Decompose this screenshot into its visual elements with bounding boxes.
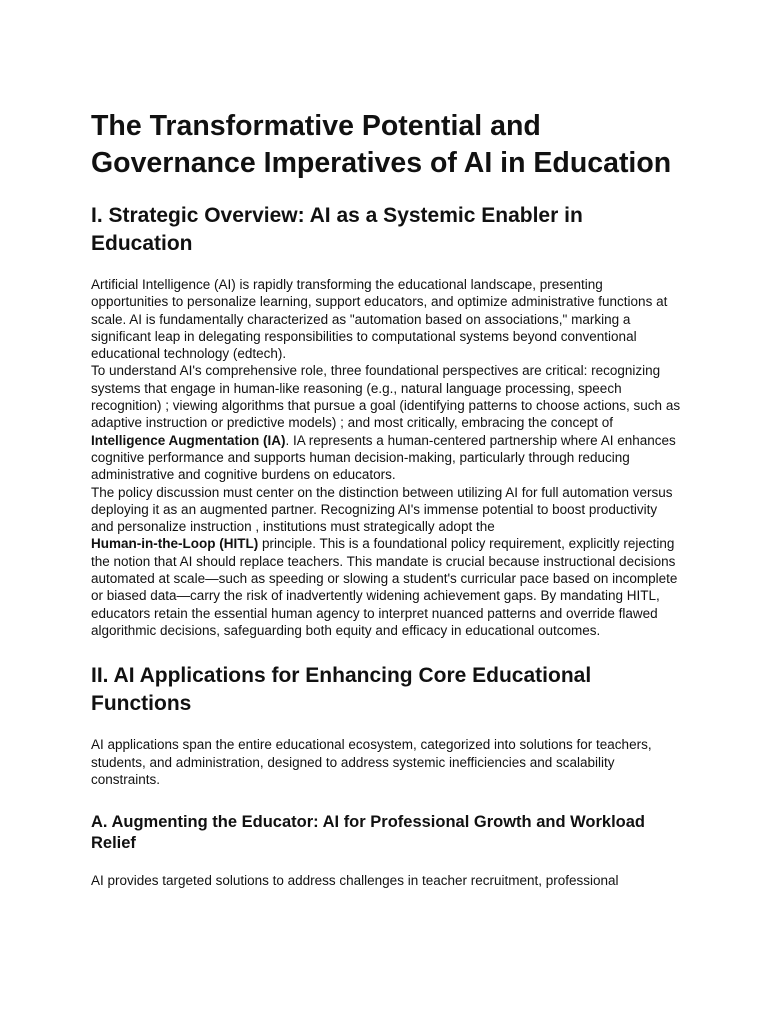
subsection-a-paragraph-1: AI provides targeted solutions to address challenges in teacher recruitment, professional [91, 873, 619, 889]
paragraph-text: The policy discussion must center on the distinction between utilizing AI for full automation versus deploying it as an augmented partner. Recognizing AI's immense potential to boost productivity and personalize instruction , institutions must strategically adopt the [91, 484, 673, 535]
paragraph-text: . IA represents a human-centered partnership where AI enhances cognitive performance and supports human decision-making, particularly through reducing administrative and cognitive burdens on educators. [91, 432, 676, 483]
section-1-heading: I. Strategic Overview: AI as a Systemic Enabler in Education [91, 204, 583, 255]
section-1-paragraph-3 [91, 484, 681, 640]
hitl-term: Human-in-the-Loop (HITL) [91, 536, 259, 552]
subsection-a-heading: A. Augmenting the Educator: AI for Professional Growth and Workload Relief [91, 813, 645, 853]
intelligence-augmentation-term: Intelligence Augmentation (IA) [91, 432, 286, 448]
section-2-heading: II. AI Applications for Enhancing Core Educational Functions [91, 664, 592, 716]
section-1-paragraph-2 [91, 362, 681, 483]
document-page [91, 108, 681, 889]
paragraph-text: To understand AI's comprehensive role, three foundational perspectives are critical: recognizing systems that engage in human-like reasoning (e.g., natural language processing, speech recognition) ; viewing algorithms that pursue a goal (identifying patterns to choose actions, such as adaptive instruction or predictive models) ; and most critically, embracing the concept of [91, 363, 681, 431]
section-1-paragraph-1: Artificial Intelligence (AI) is rapidly transforming the educational landscape, presenting opportunities to personalize learning, support educators, and optimize administrative functions at scale. AI is fundamentally characterized as "automation based on associations," marking a significant leap in delegating responsibilities to computational systems beyond conventional educational technology (edtech). [91, 277, 668, 362]
section-2-paragraph-1: AI applications span the entire educational ecosystem, categorized into solutions for teachers, students, and administration, designed to address systemic inefficiencies and scalability constraints. [91, 737, 652, 787]
section-1-body [91, 276, 681, 639]
paragraph-text: principle. This is a foundational policy requirement, explicitly rejecting the notion that AI should replace teachers. This mandate is crucial because instructional decisions automated at scale—such as speeding or slowing a student's curricular pace based on incomplete or biased data—carry the risk of inadvertently widening achievement gaps. By mandating HITL, educators retain the essential human agency to interpret nuanced patterns and override flawed algorithmic decisions, safeguarding both equity and efficacy in educational outcomes. [91, 536, 678, 638]
document-title: The Transformative Potential and Governance Imperatives of AI in Education [91, 110, 672, 179]
